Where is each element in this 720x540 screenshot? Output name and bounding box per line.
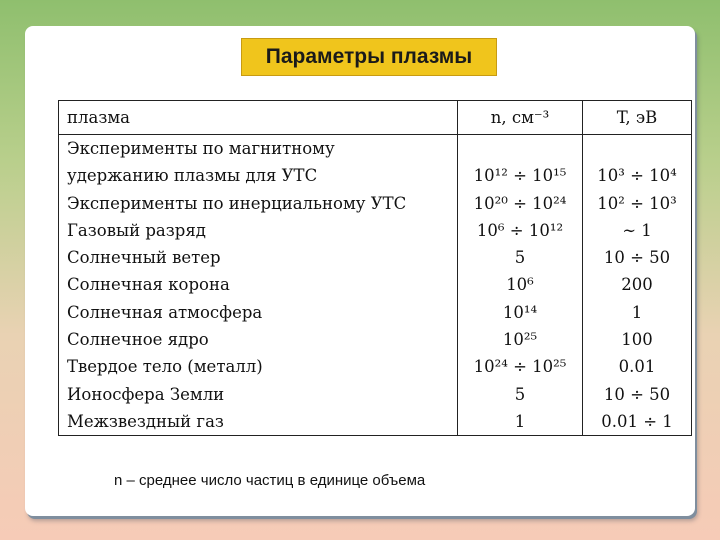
row-temperature-cell: 1 [583, 299, 692, 326]
row-name-cell: Эксперименты по магнитному [67, 139, 335, 159]
plasma-parameters-table [58, 100, 692, 436]
table-row [59, 217, 692, 244]
row-density-cell: 10²⁰ ÷ 10²⁴ [458, 190, 583, 217]
table-header-row [59, 101, 692, 135]
row-temperature-cell: 0.01 ÷ 1 [583, 408, 692, 436]
slide-title: Параметры плазмы [241, 38, 497, 76]
table-row [59, 244, 692, 271]
row-name-cell: Эксперименты по инерциальному УТС [67, 193, 407, 213]
row-temperature-cell: 10 ÷ 50 [583, 244, 692, 271]
row-name-cell: Солнечная корона [67, 275, 230, 295]
row-temperature-cell: 200 [583, 271, 692, 298]
table-row [59, 353, 692, 380]
row-name-cell: Солнечный ветер [67, 248, 221, 268]
row-name-cell: Твердое тело (металл) [67, 357, 263, 377]
header-temperature: T, эВ [583, 101, 692, 135]
row-name-cell: Солнечная атмосфера [67, 302, 263, 322]
table-row [59, 408, 692, 436]
table-row [59, 299, 692, 326]
row-density-cell: 10²⁵ [458, 326, 583, 353]
header-plasma: плазма [59, 101, 458, 135]
table-row [59, 326, 692, 353]
table-row [59, 380, 692, 407]
row-temperature-cell: 10² ÷ 10³ [583, 190, 692, 217]
row-density-cell: 10⁶ [458, 271, 583, 298]
row-name-cell: удержанию плазмы для УТС [67, 166, 318, 186]
row-temperature-cell: ∼ 1 [583, 217, 692, 244]
row-name-cell: Солнечное ядро [67, 329, 209, 349]
row-density-cell: 10²⁴ ÷ 10²⁵ [458, 353, 583, 380]
row-density-cell [458, 135, 583, 163]
row-temperature-cell: 100 [583, 326, 692, 353]
row-density-cell: 10¹⁴ [458, 299, 583, 326]
header-density: n, см⁻³ [458, 101, 583, 135]
table-row [59, 190, 692, 217]
row-density-cell: 1 [458, 408, 583, 436]
row-name-cell: Газовый разряд [67, 220, 206, 240]
row-name-cell: Ионосфера Земли [67, 384, 225, 404]
row-temperature-cell: 10³ ÷ 10⁴ [583, 162, 692, 189]
table-row [59, 162, 692, 189]
row-density-cell: 10¹² ÷ 10¹⁵ [458, 162, 583, 189]
row-temperature-cell: 10 ÷ 50 [583, 380, 692, 407]
row-density-cell: 5 [458, 244, 583, 271]
row-temperature-cell: 0.01 [583, 353, 692, 380]
table-row [59, 271, 692, 298]
row-density-cell: 5 [458, 380, 583, 407]
table-row [59, 135, 692, 163]
footnote: n – среднее число частиц в единице объема [114, 472, 426, 489]
row-name-cell: Межзвездный газ [67, 411, 224, 431]
slide [25, 26, 695, 516]
row-temperature-cell [583, 135, 692, 163]
row-density-cell: 10⁶ ÷ 10¹² [458, 217, 583, 244]
